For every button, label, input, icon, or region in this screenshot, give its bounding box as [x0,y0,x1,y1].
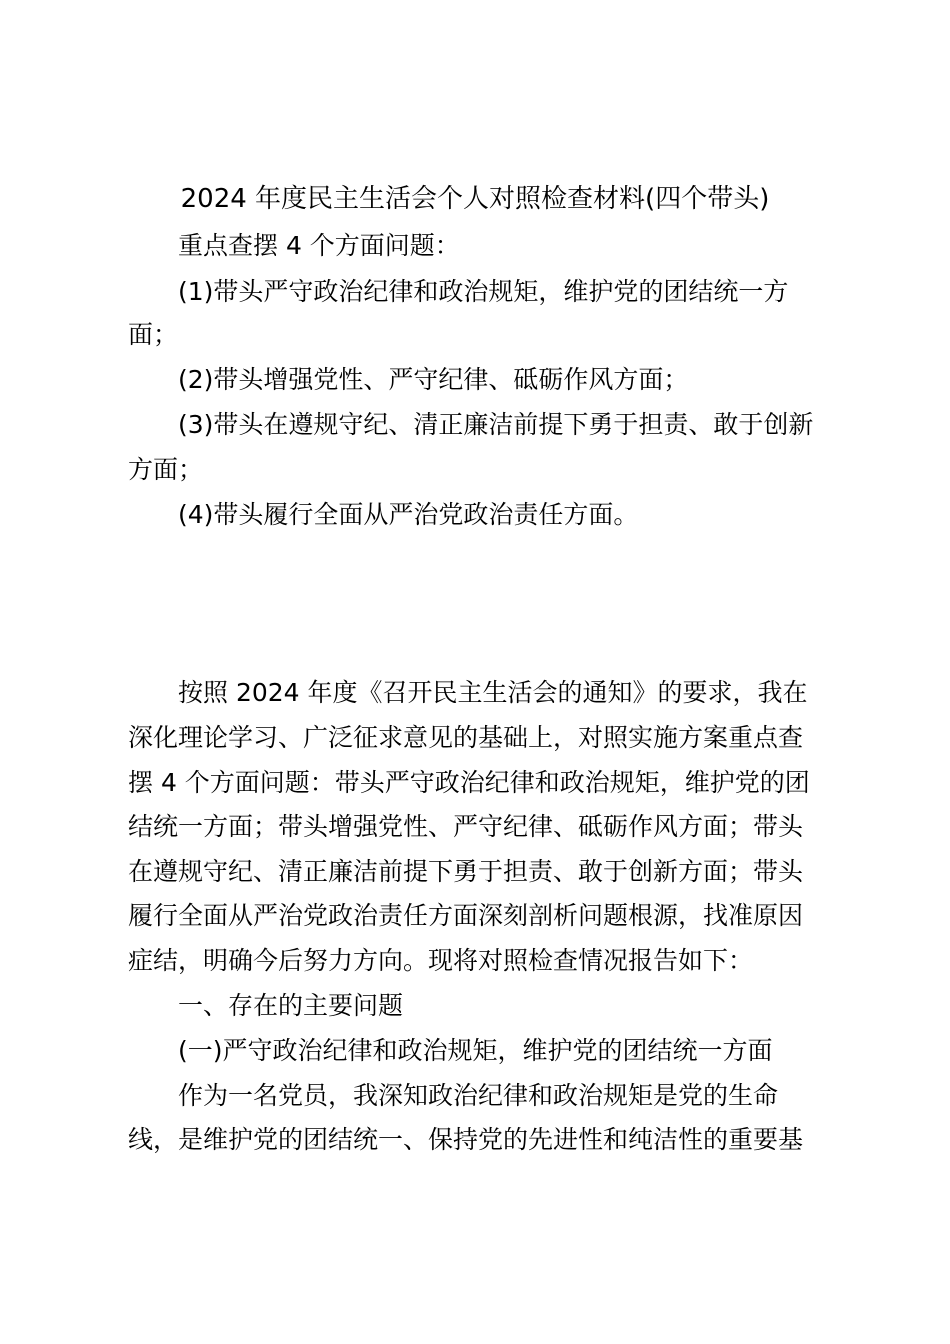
intro-line: (4)带头履行全面从严治党政治责任方面。 [178,500,639,529]
body-line: 结统一方面；带头增强党性、严守纪律、砥砺作风方面；带头 [128,812,804,841]
subsection-heading: (一)严守政治纪律和政治规矩，维护党的团结统一方面 [178,1036,773,1065]
intro-line: (3)带头在遵规守纪、清正廉洁前提下勇于担责、敢于创新 [178,410,814,439]
section-heading: 一、存在的主要问题 [178,991,404,1020]
intro-line: (1)带头严守政治纪律和政治规矩，维护党的团结统一方 [178,277,789,306]
body-line: 深化理论学习、广泛征求意见的基础上，对照实施方案重点查 [128,723,804,752]
intro-line: 方面； [128,455,204,484]
intro-line: (2)带头增强党性、严守纪律、砥砺作风方面； [178,365,689,394]
body-line: 症结，明确今后努力方向。现将对照检查情况报告如下： [128,946,754,975]
body-line: 在遵规守纪、清正廉洁前提下勇于担责、敢于创新方面；带头 [128,857,804,886]
body-line: 履行全面从严治党政治责任方面深刻剖析问题根源，找准原因 [128,901,804,930]
section-line: 线，是维护党的团结统一、保持党的先进性和纯洁性的重要基 [128,1125,804,1154]
body-line: 摆 4 个方面问题：带头严守政治纪律和政治规矩，维护党的团 [128,768,810,797]
body-line: 按照 2024 年度《召开民主生活会的通知》的要求，我在 [178,678,808,707]
document-title: 2024 年度民主生活会个人对照检查材料(四个带头) [180,184,770,214]
intro-line: 重点查摆 4 个方面问题： [178,231,460,260]
section-line: 作为一名党员，我深知政治纪律和政治规矩是党的生命 [178,1081,779,1110]
intro-line: 面； [128,320,179,349]
